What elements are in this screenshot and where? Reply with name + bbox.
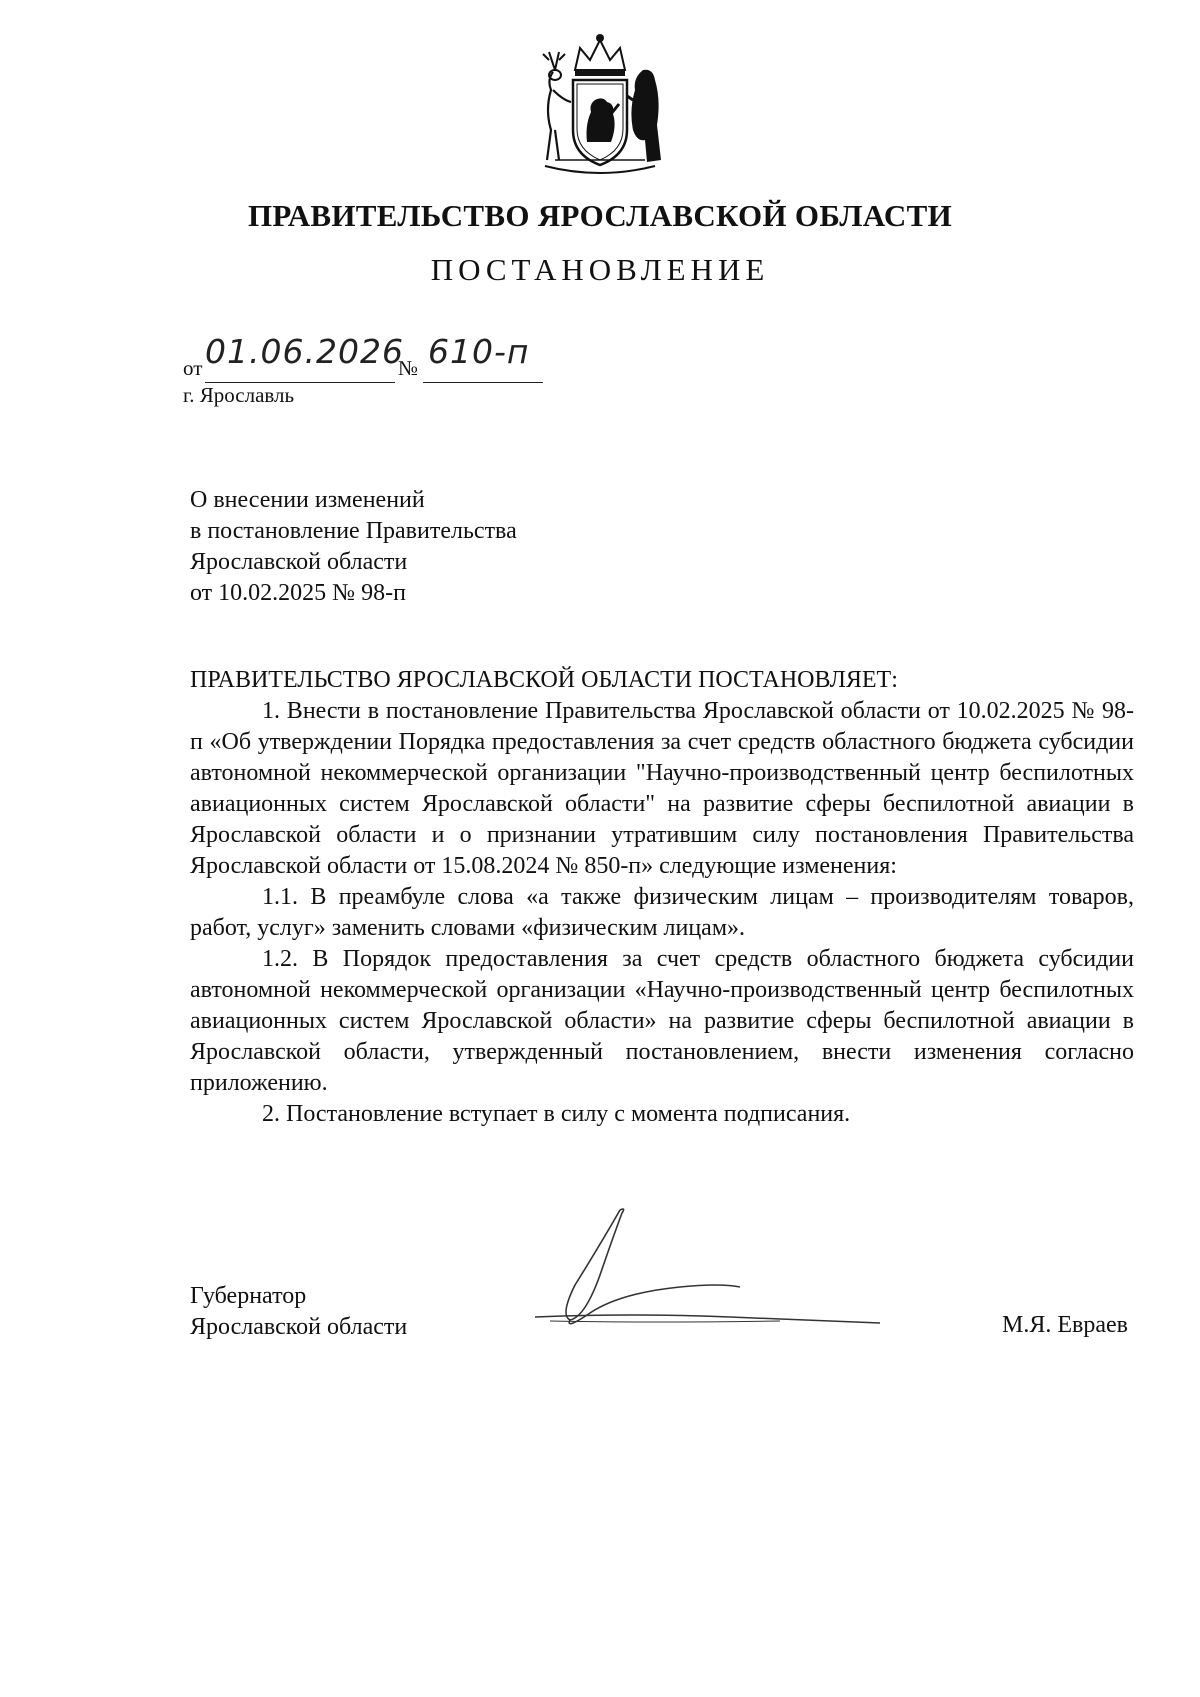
document-requisites bbox=[183, 332, 603, 382]
handwritten-number: 610-п bbox=[428, 332, 530, 371]
organization-title: ПРАВИТЕЛЬСТВО ЯРОСЛАВСКОЙ ОБЛАСТИ bbox=[248, 198, 952, 233]
document-body bbox=[190, 665, 1134, 1130]
subject-line: О внесении изменений bbox=[190, 487, 425, 513]
number-underline bbox=[423, 382, 543, 383]
signatory-post-line: Ярославской области bbox=[190, 1314, 408, 1340]
paragraph-1-2: 1.2. В Порядок предоставления за счет средств областного бюджета субсидии автономной некоммерческой организации «Научно-производственный центр беспилотных авиационных систем Ярославской области» на развитие сферы беспилотной авиации в Ярославской области, утвержденный постановлением, внести изменения согласно приложению. bbox=[190, 946, 1134, 1096]
signatory-name: М.Я. Евраев bbox=[1002, 1312, 1128, 1338]
paragraph-1: 1. Внести в постановление Правительства Ярославской области от 10.02.2025 № 98-п «Об утверждении Порядка предоставления за счет средств областного бюджета субсидии автономной некоммерческой организации "Научно-производственный центр беспилотных авиационных систем Ярославской области" на развитие сферы беспилотной авиации в Ярославской области и о признании утратившим силу постановления Правительства Ярославской области от 15.08.2024 № 850-п» следующие изменения: bbox=[190, 698, 1134, 879]
handwritten-date: 01.06.2026 bbox=[205, 332, 404, 371]
paragraph-2: 2. Постановление вступает в силу с момента подписания. bbox=[262, 1101, 851, 1127]
signature-icon bbox=[530, 1205, 900, 1355]
paragraph-1-1: 1.1. В преамбуле слова «а также физическим лицам – производителям товаров, работ, услуг» заменить словами «физическим лицам». bbox=[190, 884, 1134, 941]
subject-line: в постановление Правительства bbox=[190, 518, 517, 544]
decree-heading: ПРАВИТЕЛЬСТВО ЯРОСЛАВСКОЙ ОБЛАСТИ ПОСТАНОВЛЯЕТ: bbox=[190, 667, 898, 693]
signatory-position bbox=[190, 1281, 407, 1343]
signatory-post-line: Губернатор bbox=[190, 1283, 307, 1309]
subject-line: от 10.02.2025 № 98-п bbox=[190, 580, 406, 606]
document-type: ПОСТАНОВЛЕНИЕ bbox=[430, 252, 770, 287]
city: г. Ярославль bbox=[183, 383, 295, 407]
date-prefix: от bbox=[183, 356, 203, 380]
coat-of-arms-icon bbox=[525, 30, 675, 180]
number-prefix: № bbox=[398, 356, 419, 380]
subject-line: Ярославской области bbox=[190, 549, 408, 575]
document-subject bbox=[190, 485, 517, 609]
